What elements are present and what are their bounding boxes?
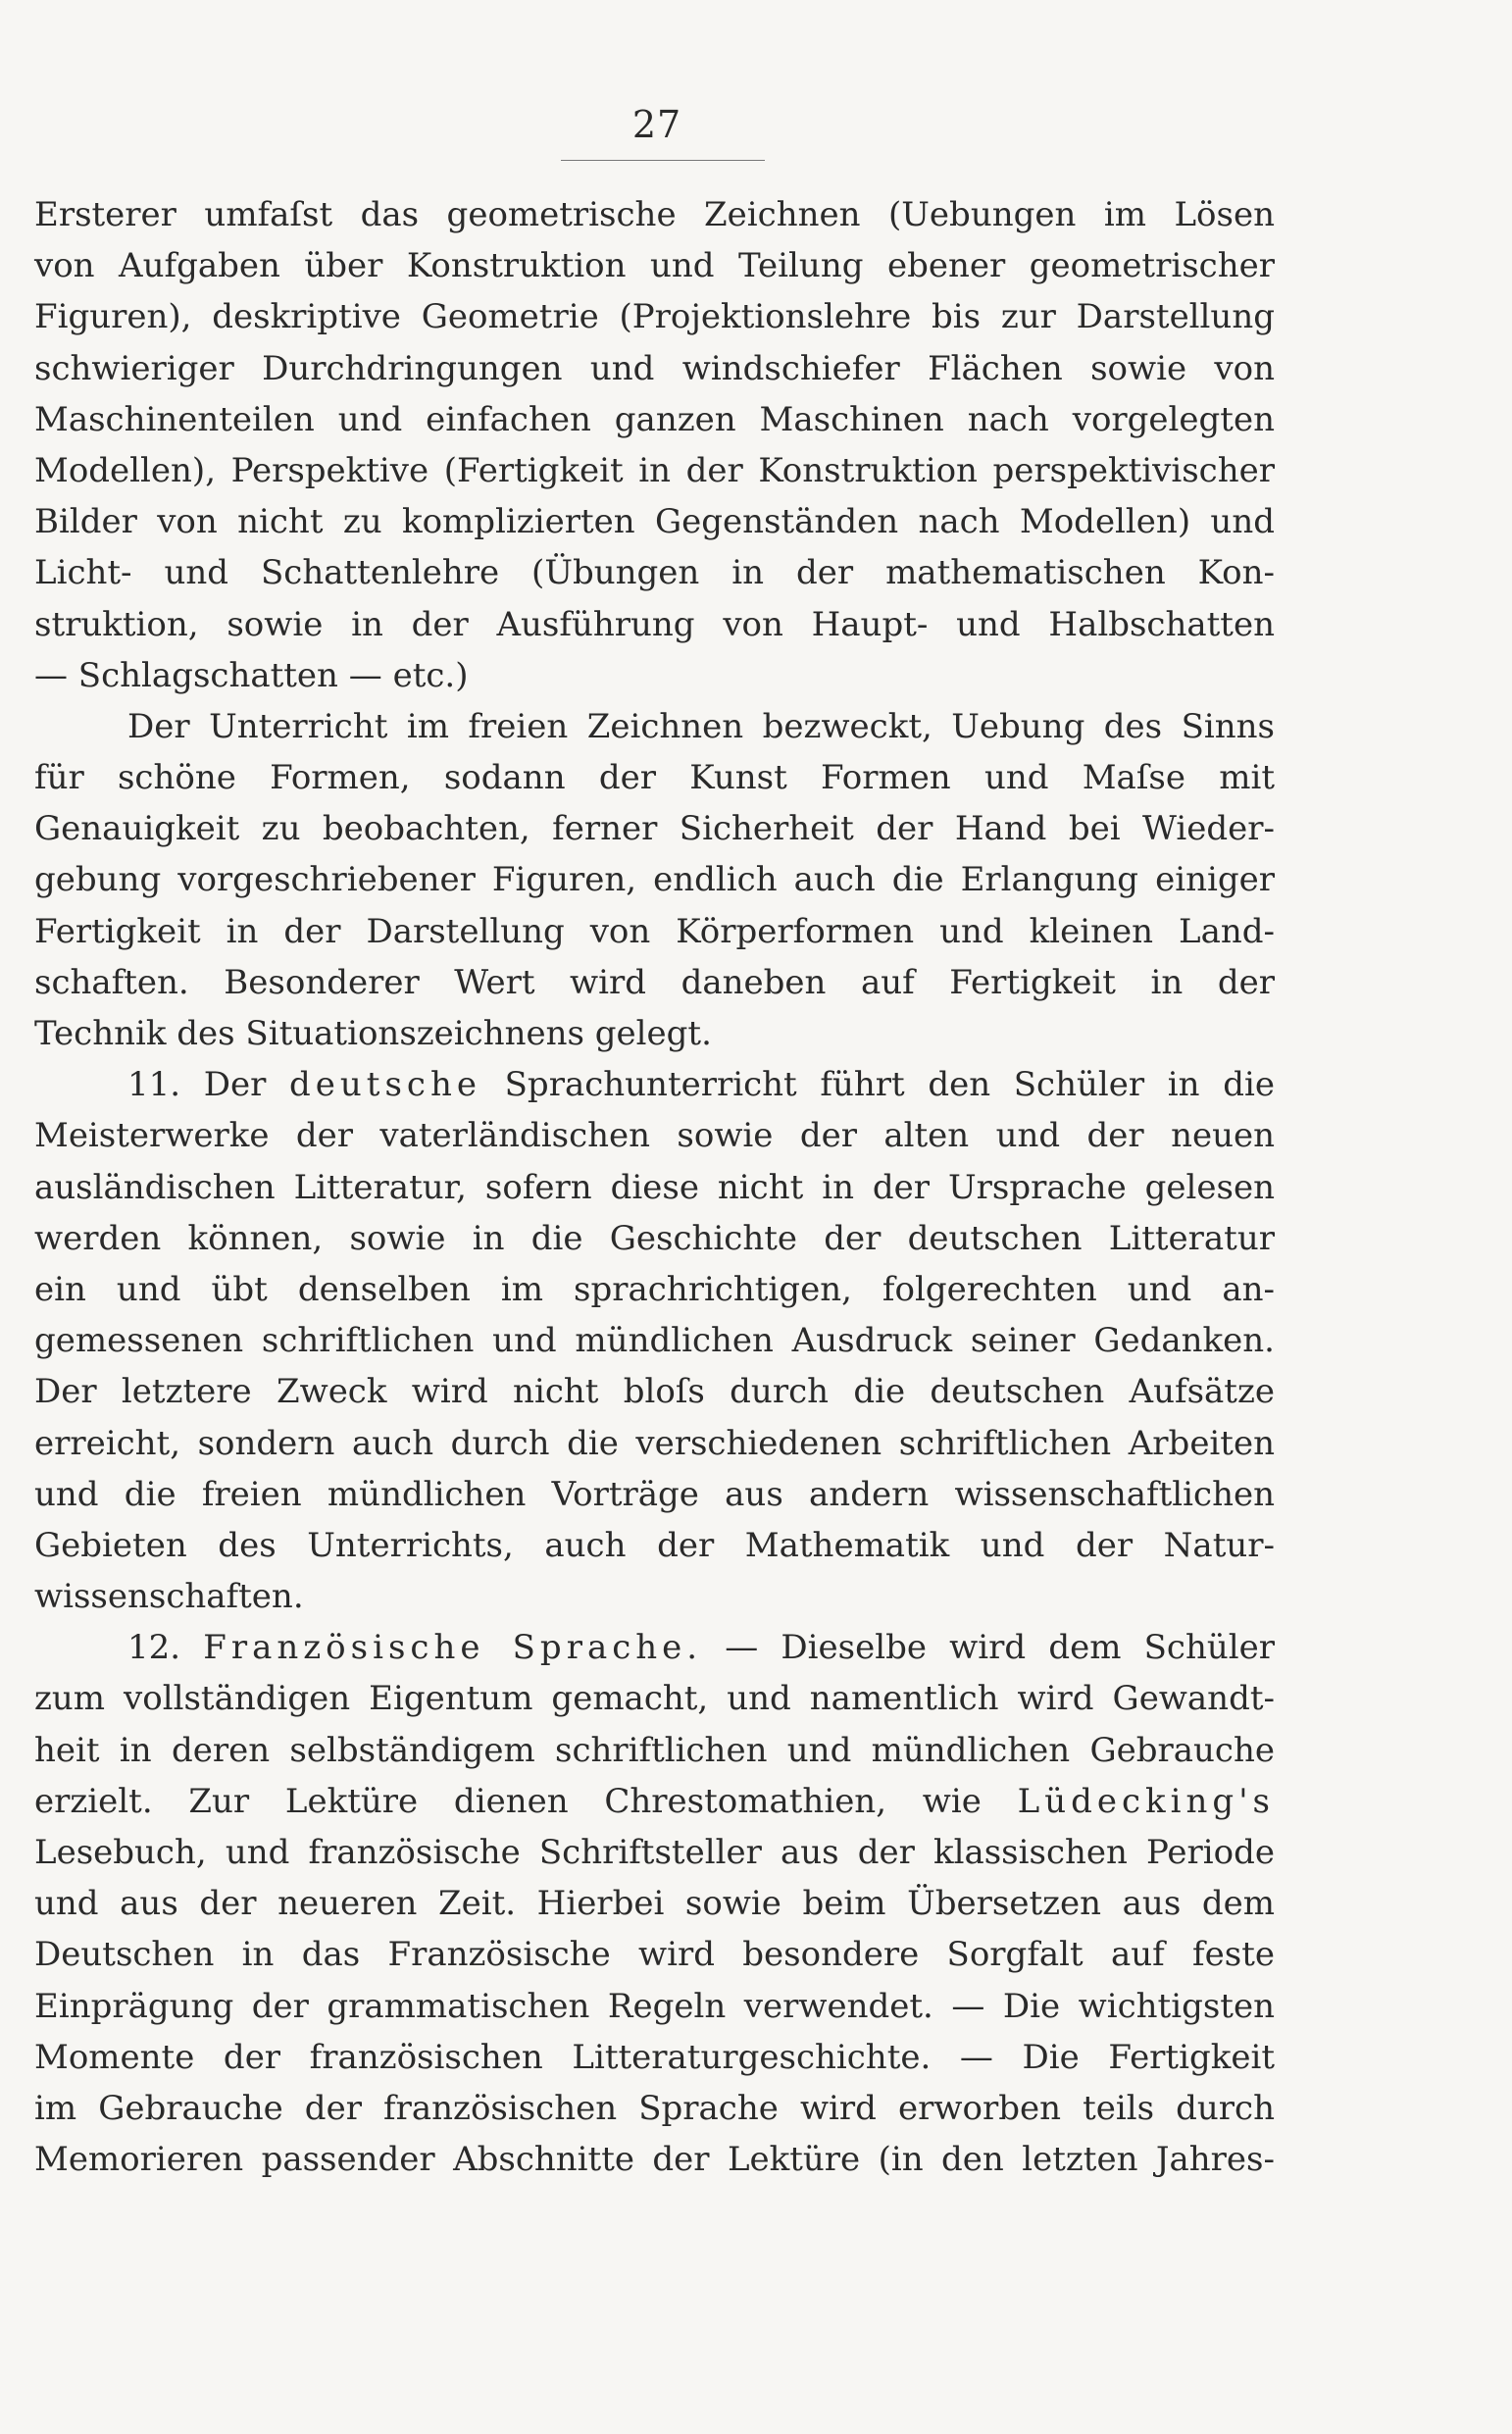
text-segment: Der Unterricht im freien Zeichnen bezweckt, Uebung des Sinns [127, 706, 1275, 746]
text-segment: Genauigkeit zu beobachten, ferner Sicherheit der Hand bei Wieder- [34, 809, 1275, 849]
text-line [34, 240, 1275, 291]
text-segment: ausländischen Litteratur, sofern diese nicht in der Ursprache gelesen [34, 1167, 1275, 1207]
text-segment: gemessenen schriftlichen und mündlichen Ausdruck seiner Gedanken. [34, 1321, 1275, 1361]
emphasized-text: Französische Sprache. [203, 1628, 703, 1668]
text-line [34, 2134, 1275, 2185]
text-segment: Bilder von nicht zu komplizierten Gegenständen nach Modellen) und [34, 502, 1275, 542]
text-segment: Licht- und Schattenlehre (Übungen in der mathematischen Kon- [34, 553, 1275, 593]
text-line [34, 189, 1275, 240]
text-segment: und die freien mündlichen Vorträge aus andern wissenschaftlichen [34, 1474, 1275, 1514]
text-line [34, 1673, 1275, 1724]
text-line [34, 1827, 1275, 1878]
text-line [34, 1571, 1275, 1622]
text-segment: Momente der französischen Litteraturgeschichte. — Die Fertigkeit [34, 2037, 1275, 2077]
text-segment: im Gebrauche der französischen Sprache wird erworben teils durch [34, 2088, 1275, 2128]
text-line [34, 957, 1275, 1008]
text-segment: Sprachunterricht führt den Schüler in die [480, 1065, 1275, 1105]
text-segment: Lesebuch, und französische Schriftsteller aus der klassischen Periode [34, 1833, 1275, 1872]
text-line [34, 854, 1275, 905]
text-line [34, 1981, 1275, 2032]
text-segment: Maschinenteilen und einfachen ganzen Maschinen nach vorgelegten [34, 399, 1275, 439]
text-segment: schaften. Besonderer Wert wird daneben auf Fertigkeit in der [34, 962, 1275, 1002]
text-segment: Fertigkeit in der Darstellung von Körperformen und kleinen Land- [34, 911, 1275, 951]
text-segment: und aus der neueren Zeit. Hierbei sowie beim Übersetzen aus dem [34, 1884, 1275, 1924]
text-line [34, 1469, 1275, 1520]
text-segment: Der letztere Zweck wird nicht bloſs durch die deutschen Aufsätze [34, 1372, 1275, 1412]
text-line [34, 1520, 1275, 1571]
text-segment: ein und übt denselben im sprachrichtigen, folgerechten und an- [34, 1269, 1275, 1309]
text-line [34, 650, 1275, 701]
text-line [34, 1315, 1275, 1366]
text-segment: heit in deren selbständigem schriftlichen und mündlichen Gebrauche [34, 1730, 1275, 1770]
text-segment: gebung vorgeschriebener Figuren, endlich auch die Erlangung einiger [34, 860, 1275, 900]
text-line [34, 343, 1275, 394]
text-segment: Figuren), deskriptive Geometrie (Projektionslehre bis zur Darstellung [34, 297, 1275, 337]
text-segment: von Aufgaben über Konstruktion und Teilung ebener geometrischer [34, 246, 1275, 286]
page-number: 27 [631, 103, 682, 146]
text-line [34, 1622, 1275, 1673]
text-segment: 12. [127, 1628, 204, 1668]
text-segment: Einprägung der grammatischen Regeln verwendet. — Die wichtigsten [34, 1986, 1275, 2026]
text-segment: zum vollständigen Eigentum gemacht, und namentlich wird Gewandt- [34, 1679, 1275, 1719]
text-segment: Deutschen in das Französische wird besondere Sorgfalt auf feste [34, 1935, 1275, 1975]
text-segment: struktion, sowie in der Ausführung von Haupt- und Halbschatten [34, 604, 1275, 644]
text-segment: — Schlagschatten — etc.) [34, 655, 469, 695]
text-line [34, 1725, 1275, 1776]
text-segment: Modellen), Perspektive (Fertigkeit in der Konstruktion perspektivischer [34, 450, 1275, 490]
text-segment: erzielt. Zur Lektüre dienen Chrestomathien, wie [34, 1781, 1018, 1821]
text-segment: schwieriger Durchdringungen und windschiefer Flächen sowie von [34, 348, 1275, 388]
text-line [34, 1878, 1275, 1929]
text-line [34, 2032, 1275, 2083]
text-line [34, 1162, 1275, 1213]
text-segment: Technik des Situationszeichnens gelegt. [34, 1014, 712, 1053]
text-line [34, 445, 1275, 496]
text-line [34, 1110, 1275, 1161]
text-line [34, 1776, 1275, 1827]
text-line [34, 496, 1275, 547]
text-segment: 11. Der [127, 1065, 290, 1105]
text-line [34, 1008, 1275, 1059]
body-text [34, 189, 1275, 2185]
text-line [34, 906, 1275, 957]
text-line [34, 394, 1275, 445]
text-segment: Ersterer umfaſst das geometrische Zeichnen (Uebungen im Lösen [34, 195, 1275, 234]
text-segment: — Dieselbe wird dem Schüler [702, 1628, 1275, 1668]
text-segment: wissenschaften. [34, 1577, 304, 1617]
text-segment: werden können, sowie in die Geschichte der deutschen Litteratur [34, 1218, 1275, 1258]
text-line [34, 1418, 1275, 1469]
text-line [34, 752, 1275, 803]
emphasized-text: Lüdecking's [1017, 1781, 1275, 1821]
text-line [34, 599, 1275, 650]
text-line [34, 1264, 1275, 1315]
text-line [34, 1213, 1275, 1264]
header-rule [561, 160, 765, 161]
text-line [34, 701, 1275, 752]
text-segment: erreicht, sondern auch durch die verschiedenen schriftlichen Arbeiten [34, 1423, 1275, 1463]
text-segment: Gebieten des Unterrichts, auch der Mathematik und der Natur- [34, 1525, 1275, 1565]
text-line [34, 1059, 1275, 1110]
text-segment: Meisterwerke der vaterländischen sowie der alten und der neuen [34, 1116, 1275, 1156]
text-segment: für schöne Formen, sodann der Kunst Formen und Maſse mit [34, 758, 1275, 798]
text-line [34, 2083, 1275, 2134]
text-line [34, 547, 1275, 598]
text-segment: Memorieren passender Abschnitte der Lektüre (in den letzten Jahres- [34, 2140, 1275, 2180]
text-line [34, 291, 1275, 342]
text-line [34, 1366, 1275, 1417]
text-line [34, 803, 1275, 854]
text-line [34, 1929, 1275, 1980]
emphasized-text: deutsche [289, 1065, 481, 1105]
